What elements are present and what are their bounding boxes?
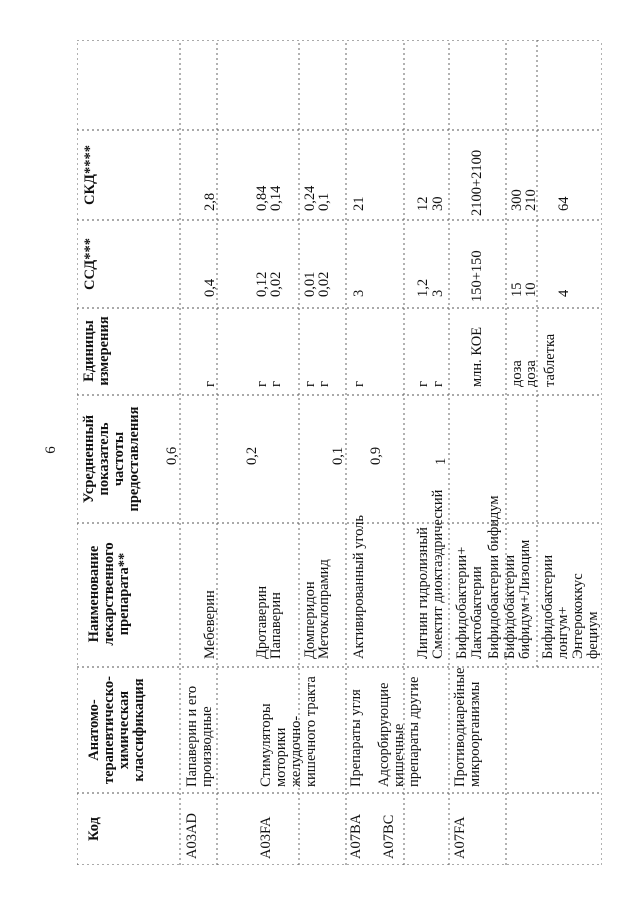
drug-unit: г [316,381,332,387]
page-number: 6 [43,446,59,454]
drug-name: Мебеверин [202,590,218,659]
drug-ssd: 1,2 [415,278,431,297]
drug-unit: млн. КОЕ [469,326,485,387]
drug-skd: 0,84 [254,185,270,211]
drug-ssd: 10 [523,282,539,297]
row-frequency: 0,9 [368,446,384,465]
drug-name: Бифидобактерии бифидум [486,495,502,659]
drug-name: Бифидобактерии лонгум+ Энтерококкус фециум [540,554,601,659]
drug-name: Бифидобактерии+ Лактобактерии [454,546,485,659]
drug-unit: г [254,381,270,387]
drug-skd: 0,14 [268,185,284,211]
drug-ssd: 0,02 [316,271,332,297]
drug-unit: г [202,381,218,387]
drug-ssd: 0,01 [302,271,318,297]
drug-ssd: 3 [430,289,446,297]
row-code: A07BC [381,814,397,859]
drug-name: Бифидобактерии бифидум+Лизоцим [502,539,533,659]
drug-skd: 0,24 [302,185,318,211]
drug-unit: г [430,381,446,387]
drug-unit: г [302,381,318,387]
drug-ssd: 0,02 [268,271,284,297]
drug-unit: г [268,381,284,387]
drug-ssd: 150+150 [469,250,485,302]
row-code: A03AD [184,813,200,859]
drug-unit: г [415,381,431,387]
row-atc: Папаверин и его производные [184,685,215,787]
header-atc: Анатомо-терапевтическо-химическая классификация [86,676,147,784]
drug-name: Папаверин [268,592,284,659]
row-code: A07FA [452,816,468,859]
row-atc: Противодиарейные микроорганизмы [452,667,483,787]
row-frequency: 0,1 [330,446,346,465]
header-freq: Усредненный показатель частоты предоставления [81,406,142,512]
header-code: Код [86,817,102,841]
row-frequency: 0,6 [164,446,180,465]
header-drug: Наименование лекарственного препарата** [86,542,132,646]
drug-unit: доза [509,360,525,387]
drug-unit: доза [523,360,539,387]
drug-ssd: 15 [509,282,525,297]
drug-skd: 300 [509,189,525,211]
row-frequency: 1 [433,457,449,465]
header-unit: Единицы измерения [81,316,112,386]
drug-unit: г [351,381,367,387]
drug-skd: 64 [556,196,572,211]
drug-skd: 0,1 [316,192,332,211]
header-ssd: ССД*** [82,238,98,290]
drug-name: Лигнин гидролизный [415,527,431,659]
row-atc: Адсорбирующие кишечные препараты другие [376,676,422,787]
drug-name: Смектит диоктаэдрический [430,489,446,659]
row-code: A03FA [258,816,274,859]
drug-skd: 21 [351,196,367,211]
drug-name: Дротаверин [254,585,270,659]
row-frequency: 0,2 [244,446,260,465]
drug-unit: таблетка [542,333,558,387]
row-atc: Стимуляторы моторики желудочно-кишечного тракта [258,676,319,787]
row-atc: Препараты угля [348,689,364,787]
drug-ssd: 3 [351,289,367,297]
drug-skd: 210 [523,189,539,211]
drug-name: Домперидон [302,581,318,659]
drug-name: Метоклопрамид [316,559,332,659]
drug-ssd: 4 [556,289,572,297]
drug-name: Активированный уголь [351,514,367,659]
header-skd: СКД**** [82,145,98,205]
drug-skd: 30 [430,196,446,211]
drug-skd: 12 [415,196,431,211]
row-code: A07BA [348,813,364,859]
drug-ssd: 0,4 [202,278,218,297]
drug-skd: 2100+2100 [469,149,485,216]
drug-skd: 2,8 [202,192,218,211]
rotated-table [77,40,602,865]
drug-ssd: 0,12 [254,271,270,297]
